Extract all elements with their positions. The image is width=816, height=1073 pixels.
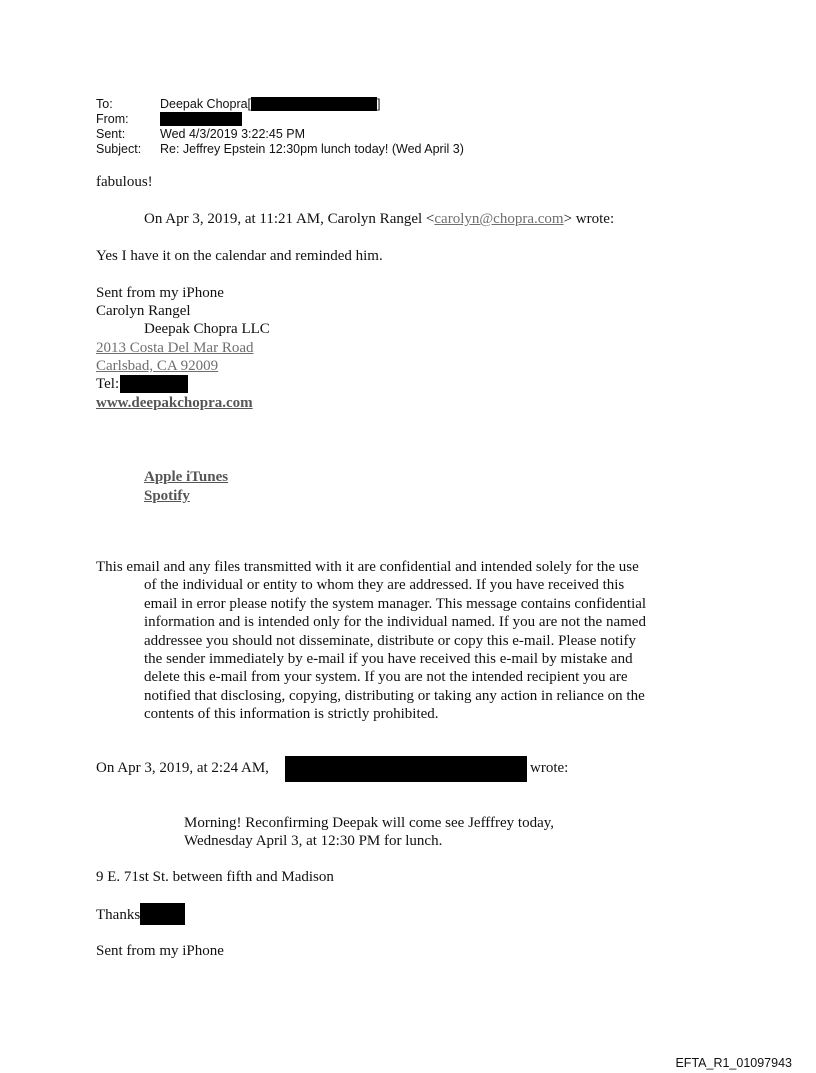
sent-label: Sent: xyxy=(96,127,126,141)
website-link[interactable]: www.deepakchopra.com xyxy=(96,395,253,411)
sig-name: Carolyn Rangel xyxy=(96,303,191,319)
apple-itunes-link[interactable]: Apple iTunes xyxy=(144,469,229,485)
subject-label: Subject: xyxy=(96,142,142,156)
disclaimer-line: This email and any files transmitted with it are confidential and intended solely for the use xyxy=(96,559,639,575)
to-value: Deepak Chopra[ ] xyxy=(160,97,381,111)
from-redaction-bar xyxy=(160,112,242,126)
disclaimer-line: the sender immediately by e-mail if you have received this e-mail by mistake and xyxy=(144,651,633,668)
quote2-line1: Morning! Reconfirming Deepak will come see Jefffrey today, xyxy=(184,815,555,831)
sig-company: Deepak Chopra LLC xyxy=(144,321,270,337)
spotify-link[interactable]: Spotify xyxy=(144,488,190,504)
disclaimer-line: of the individual or entity to whom they are addressed. If you have received this xyxy=(144,577,625,594)
confidentiality-disclaimer xyxy=(96,558,696,724)
to-label: To: xyxy=(96,97,113,111)
address-text: 9 E. 71st St. between fifth and Madison xyxy=(96,869,334,885)
quote2-attribution-suffix: wrote: xyxy=(530,760,569,776)
address-link-line2[interactable]: Carlsbad, CA 92009 xyxy=(96,358,219,374)
sent-from-iphone: Sent from my iPhone xyxy=(96,943,224,959)
disclaimer-line: delete this e-mail from your system. If you are not the intended recipient you are xyxy=(144,669,628,686)
subject-value: Re: Jeffrey Epstein 12:30pm lunch today! (Wed April 3) xyxy=(160,142,464,156)
quote1-attribution: On Apr 3, 2019, at 11:21 AM, Carolyn Rangel <carolyn@chopra.com> wrote: xyxy=(144,211,615,227)
disclaimer-line: email in error please notify the system manager. This message contains confidential xyxy=(144,595,647,612)
sent-value: Wed 4/3/2019 3:22:45 PM xyxy=(160,127,306,141)
quote1-text: Yes I have it on the calendar and reminded him. xyxy=(96,248,383,264)
disclaimer-line: addressee you should not disseminate, distribute or copy this e-mail. Please notify xyxy=(144,632,636,649)
document-id: EFTA_R1_01097943 xyxy=(675,1056,792,1070)
from-label: From: xyxy=(96,112,129,126)
sender-redaction-bar xyxy=(285,756,527,782)
reply-text: fabulous! xyxy=(96,174,153,190)
disclaimer-line: information and is intended only for the individual named. If you are not the named xyxy=(144,614,646,631)
name-redaction-bar xyxy=(140,903,185,925)
sig-sent-from: Sent from my iPhone xyxy=(96,285,224,301)
disclaimer-line: notified that disclosing, copying, distributing or taking any action in reliance on the xyxy=(144,687,645,704)
email-link[interactable]: carolyn@chopra.com xyxy=(434,211,564,227)
quote2-attribution-prefix: On Apr 3, 2019, at 2:24 AM, xyxy=(96,760,269,776)
tel-redaction-bar xyxy=(120,375,188,393)
address-link-line1[interactable]: 2013 Costa Del Mar Road xyxy=(96,340,254,356)
disclaimer-line: contents of this information is strictly prohibited. xyxy=(144,706,439,723)
quote2-line2: Wednesday April 3, at 12:30 PM for lunch. xyxy=(184,833,443,849)
sig-tel: Tel: xyxy=(96,376,188,393)
thanks-line: Thanks xyxy=(96,906,185,925)
redaction-bar xyxy=(251,97,377,111)
